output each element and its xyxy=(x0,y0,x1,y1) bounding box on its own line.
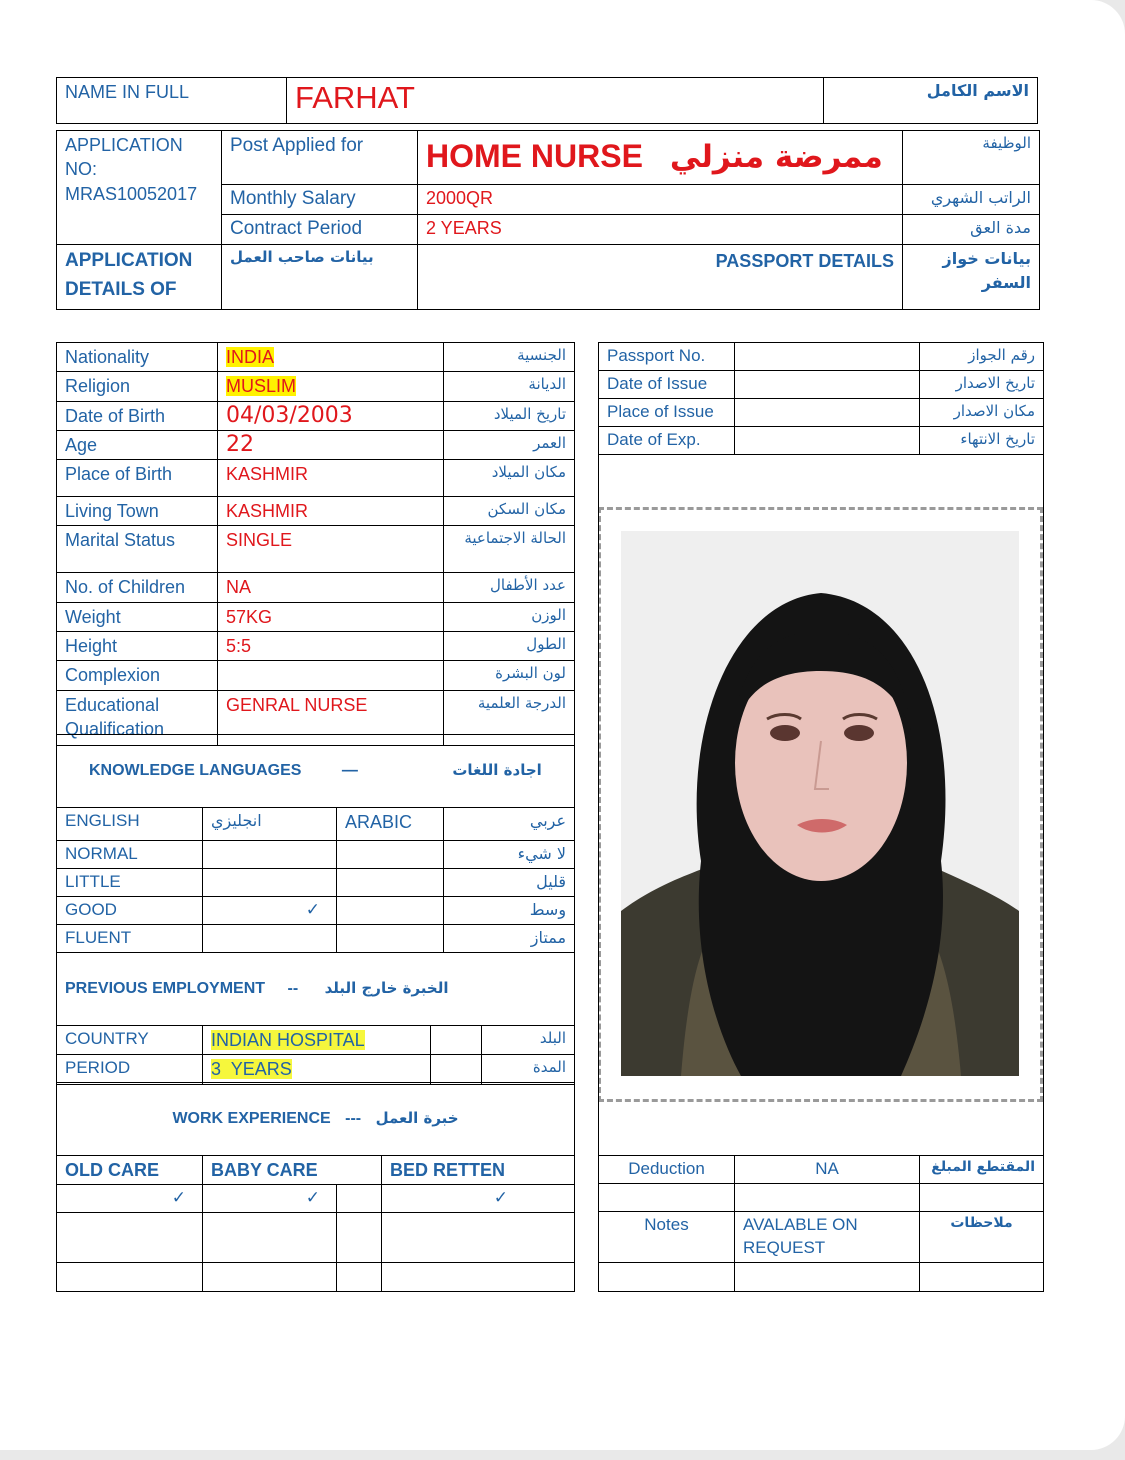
application-table xyxy=(56,130,1040,310)
marital-status-ar: الحالة الاجتماعية xyxy=(444,526,575,573)
bed-retten-check: ✓ xyxy=(382,1185,575,1213)
old-care-check: ✓ xyxy=(57,1185,203,1213)
experience-title: WORK EXPERIENCE xyxy=(172,1110,331,1128)
religion-ar: الديانة xyxy=(444,372,575,401)
dob-ar: تاريخ الميلاد xyxy=(444,401,575,430)
place-of-issue-label: Place of Issue xyxy=(599,399,735,427)
post-ar-label: الوظيفة xyxy=(903,131,1040,185)
place-of-birth-value: KASHMIR xyxy=(218,460,444,497)
education-label-2: Qualification xyxy=(65,718,165,739)
employment-heading xyxy=(57,953,575,1026)
notes-blank-1 xyxy=(599,1262,735,1291)
education-ar: الدرجة العلمية xyxy=(444,690,575,745)
weight-ar: الوزن xyxy=(444,602,575,631)
period-value: 3 YEARS xyxy=(211,1059,292,1080)
country-value: INDIAN HOSPITAL xyxy=(211,1030,365,1050)
deduction-ar: المقتطع المبلغ xyxy=(920,1156,1044,1184)
name-value: FARHAT xyxy=(287,78,824,124)
english-ar: انجليزي xyxy=(203,808,337,841)
application-no-label-1: APPLICATION xyxy=(65,135,183,155)
living-town-label: Living Town xyxy=(57,497,218,526)
period-label: PERIOD xyxy=(57,1055,203,1084)
experience-blank-8 xyxy=(382,1263,575,1292)
religion-value: MUSLIM xyxy=(226,376,297,397)
experience-blank-2 xyxy=(203,1213,337,1263)
experience-blank-5 xyxy=(57,1263,203,1292)
application-no-value: MRAS10052017 xyxy=(65,183,198,204)
languages-title-ar: اجادة اللغات xyxy=(452,761,542,780)
contract-value: 2 YEARS xyxy=(418,215,903,245)
period-value-cell xyxy=(203,1055,431,1084)
level-little-english-check xyxy=(203,869,337,897)
height-value: 5:5 xyxy=(218,632,444,661)
deduction-value: NA xyxy=(735,1156,920,1184)
nationality-value: INDIA xyxy=(226,347,275,367)
height-ar: الطول xyxy=(444,632,575,661)
details-label-1: APPLICATION xyxy=(65,250,193,271)
experience-blank-4 xyxy=(382,1213,575,1263)
complexion-value xyxy=(218,661,444,690)
old-care-label: OLD CARE xyxy=(57,1156,203,1185)
languages-dash: — xyxy=(341,762,358,780)
experience-blank-7 xyxy=(337,1263,382,1292)
level-fluent-ar: ممتاز xyxy=(444,925,575,953)
date-of-exp-value xyxy=(735,427,920,455)
languages-title: KNOWLEDGE LANGUAGES xyxy=(89,762,302,780)
baby-care-check: ✓ xyxy=(203,1185,337,1213)
marital-status-value: SINGLE xyxy=(218,526,444,573)
applicant-photo xyxy=(621,531,1019,1076)
dob-label: Date of Birth xyxy=(57,401,218,430)
notes-blank-3 xyxy=(920,1262,1044,1291)
employment-title: PREVIOUS EMPLOYMENT xyxy=(65,980,266,998)
arabic-ar: عربي xyxy=(444,808,575,841)
passport-no-ar: رقم الجواز xyxy=(920,343,1044,371)
notes-blank-2 xyxy=(735,1262,920,1291)
level-little-label: LITTLE xyxy=(57,869,203,897)
religion-label: Religion xyxy=(57,372,218,401)
place-of-birth-ar: مكان الميلاد xyxy=(444,460,575,497)
level-normal-arabic-check xyxy=(337,841,444,869)
passport-no-value xyxy=(735,343,920,371)
application-no-cell xyxy=(57,131,222,245)
period-ar: المدة xyxy=(482,1055,575,1084)
place-of-issue-value xyxy=(735,399,920,427)
languages-table xyxy=(56,734,575,953)
salary-value: 2000QR xyxy=(418,185,903,215)
age-value: 22 xyxy=(218,430,444,459)
height-label: Height xyxy=(57,632,218,661)
experience-title-ar: خبرة العمل xyxy=(375,1109,459,1128)
notes-label: Notes xyxy=(599,1212,735,1263)
employment-table xyxy=(56,952,575,1085)
age-ar: العمر xyxy=(444,430,575,459)
complexion-ar: لون البشرة xyxy=(444,661,575,690)
country-empty xyxy=(431,1026,482,1055)
application-no-label-2: NO: xyxy=(65,159,98,180)
living-town-ar: مكان السكن xyxy=(444,497,575,526)
notes-value-1: AVALABLE ON xyxy=(743,1215,858,1234)
nationality-ar: الجنسية xyxy=(444,343,575,372)
religion-value-cell xyxy=(218,372,444,401)
level-good-label: GOOD xyxy=(57,897,203,925)
post-value-cell xyxy=(418,131,903,185)
date-of-issue-label: Date of Issue xyxy=(599,371,735,399)
languages-heading xyxy=(57,735,575,808)
arabic-label: ARABIC xyxy=(337,808,444,841)
deduction-blank-3 xyxy=(920,1184,1044,1212)
notes-value-cell xyxy=(735,1212,920,1263)
level-normal-label: NORMAL xyxy=(57,841,203,869)
experience-table xyxy=(56,1082,575,1292)
level-good-arabic-check xyxy=(337,897,444,925)
experience-blank-6 xyxy=(203,1263,337,1292)
date-of-issue-value xyxy=(735,371,920,399)
passport-no-label: Passport No. xyxy=(599,343,735,371)
level-normal-ar: لا شيء xyxy=(444,841,575,869)
children-label: No. of Children xyxy=(57,573,218,602)
deduction-label: Deduction xyxy=(599,1156,735,1184)
personal-table xyxy=(56,342,575,746)
passport-table xyxy=(598,342,1044,1292)
level-little-arabic-check xyxy=(337,869,444,897)
level-fluent-english-check xyxy=(203,925,337,953)
employment-dash: -- xyxy=(287,980,299,998)
salary-ar-label: الراتب الشهري xyxy=(903,185,1040,215)
complexion-label: Complexion xyxy=(57,661,218,690)
experience-dash: --- xyxy=(345,1110,362,1128)
nationality-label: Nationality xyxy=(57,343,218,372)
date-of-issue-ar: تاريخ الاصدار xyxy=(920,371,1044,399)
place-of-issue-ar: مكان الاصدار xyxy=(920,399,1044,427)
age-label: Age xyxy=(57,430,218,459)
deduction-blank-1 xyxy=(599,1184,735,1212)
country-ar: البلد xyxy=(482,1026,575,1055)
name-ar-label: الاسم الكامل xyxy=(824,78,1038,124)
experience-heading xyxy=(57,1083,575,1156)
living-town-value: KASHMIR xyxy=(218,497,444,526)
bed-retten-label: BED RETTEN xyxy=(382,1156,575,1185)
date-of-exp-ar: تاريخ الانتهاء xyxy=(920,427,1044,455)
name-table xyxy=(56,77,1038,124)
salary-label: Monthly Salary xyxy=(222,185,418,215)
period-empty xyxy=(431,1055,482,1084)
contract-ar-label: مدة العق xyxy=(903,215,1040,245)
education-value: GENRAL NURSE xyxy=(218,690,444,745)
children-value: NA xyxy=(218,573,444,602)
country-label: COUNTRY xyxy=(57,1026,203,1055)
application-details-cell xyxy=(57,245,222,310)
level-fluent-arabic-check xyxy=(337,925,444,953)
deduction-blank-2 xyxy=(735,1184,920,1212)
experience-empty-a xyxy=(337,1185,382,1213)
date-of-exp-label: Date of Exp. xyxy=(599,427,735,455)
level-little-ar: قليل xyxy=(444,869,575,897)
details-label-2: DETAILS OF xyxy=(65,278,177,300)
level-normal-english-check xyxy=(203,841,337,869)
level-good-english-check: ✓ xyxy=(203,897,337,925)
notes-value-2: REQUEST xyxy=(743,1237,826,1257)
post-value-ar: ممرضة منزلي xyxy=(669,139,883,175)
dob-value: 04/03/2003 xyxy=(218,401,444,430)
experience-blank-3 xyxy=(337,1213,382,1263)
weight-label: Weight xyxy=(57,602,218,631)
post-label: Post Applied for xyxy=(222,131,418,185)
education-label-1: Educational xyxy=(65,694,160,715)
passport-details-heading: PASSPORT DETAILS xyxy=(418,245,903,310)
contract-label: Contract Period xyxy=(222,215,418,245)
employment-title-ar: الخبرة خارج البلد xyxy=(324,979,449,998)
experience-blank-1 xyxy=(57,1213,203,1263)
notes-ar: ملاحظات xyxy=(920,1212,1044,1263)
photo-cell xyxy=(599,455,1044,1156)
english-label: ENGLISH xyxy=(57,808,203,841)
marital-status-label: Marital Status xyxy=(57,526,218,573)
children-ar: عدد الأطفال xyxy=(444,573,575,602)
level-fluent-label: FLUENT xyxy=(57,925,203,953)
place-of-birth-label: Place of Birth xyxy=(57,460,218,497)
photo-frame xyxy=(599,507,1044,1102)
nationality-value-cell xyxy=(218,343,444,372)
name-label: NAME IN FULL xyxy=(57,78,287,124)
passport-details-ar: بيانات خواز السفر xyxy=(903,245,1040,310)
post-value: HOME NURSE xyxy=(426,138,643,174)
level-good-ar: وسط xyxy=(444,897,575,925)
baby-care-label: BABY CARE xyxy=(203,1156,382,1185)
country-value-cell xyxy=(203,1026,431,1055)
weight-value: 57KG xyxy=(218,602,444,631)
employer-ar: بيانات صاحب العمل xyxy=(222,245,418,310)
